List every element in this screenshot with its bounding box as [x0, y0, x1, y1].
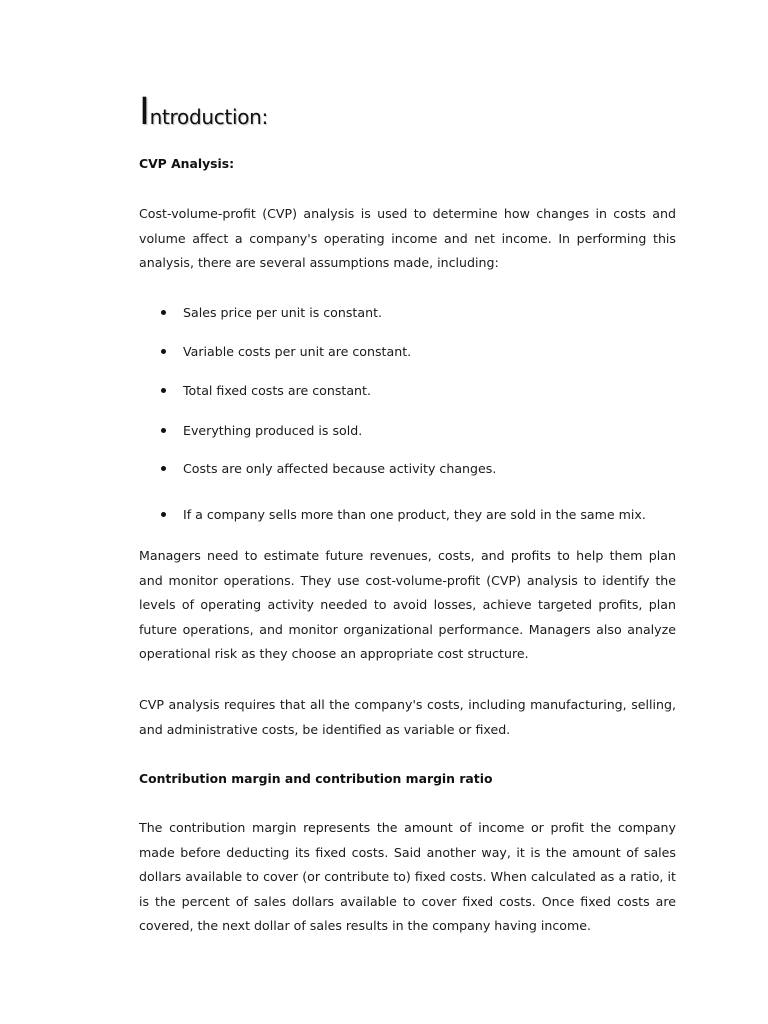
cvp-intro-paragraph: Cost-volume-profit (CVP) analysis is used to determine how changes in costs and volume affect a company's operating income and net income. In performing this analysis, there are several assumptions made, including: — [139, 206, 676, 271]
bullet-icon — [161, 428, 166, 433]
title-drop-initial: I — [139, 90, 150, 133]
cvp-analysis-heading: CVP Analysis: — [139, 156, 235, 171]
bullet-icon — [161, 466, 166, 471]
contribution-margin-heading: Contribution margin and contribution margin ratio — [139, 771, 493, 786]
list-item-text: Variable costs per unit are constant. — [183, 344, 412, 359]
list-item-text: If a company sells more than one product, they are sold in the same mix. — [183, 507, 646, 522]
cvp-requirements-paragraph: CVP analysis requires that all the company's costs, including manufacturing, selling, and administrative costs, be identified as variable or fixed. — [139, 697, 676, 737]
list-item — [161, 383, 371, 398]
list-item-text: Sales price per unit is constant. — [183, 305, 383, 320]
list-item — [161, 507, 646, 522]
list-item — [161, 305, 382, 320]
bullet-icon — [161, 310, 166, 315]
title-rest: ntroduction: — [149, 105, 268, 129]
contribution-margin-paragraph: The contribution margin represents the amount of income or profit the company made before deducting its fixed costs. Said another way, it is the amount of sales dollars available to cover (or contribute to) fixed costs. When calculated as a ratio, it is the percent of sales dollars available to cover fixed costs. Once fixed costs are covered, the next dollar of sales results in the company having income. — [139, 820, 676, 934]
list-item — [161, 461, 496, 476]
page-title — [139, 90, 268, 133]
list-item-text: Costs are only affected because activity changes. — [183, 461, 497, 476]
managers-paragraph: Managers need to estimate future revenues, costs, and profits to help them plan and monitor operations. They use cost-volume-profit (CVP) analysis to identify the levels of operating activity needed to avoid losses, achieve targeted profits, plan future operations, and monitor organizational performance. Managers also analyze operational risk as they choose an appropriate cost structure. — [139, 548, 676, 662]
list-item — [161, 423, 362, 438]
bullet-icon — [161, 349, 166, 354]
bullet-icon — [161, 512, 166, 517]
bullet-icon — [161, 388, 166, 393]
list-item-text: Total fixed costs are constant. — [183, 383, 371, 398]
list-item — [161, 344, 411, 359]
list-item-text: Everything produced is sold. — [183, 423, 363, 438]
